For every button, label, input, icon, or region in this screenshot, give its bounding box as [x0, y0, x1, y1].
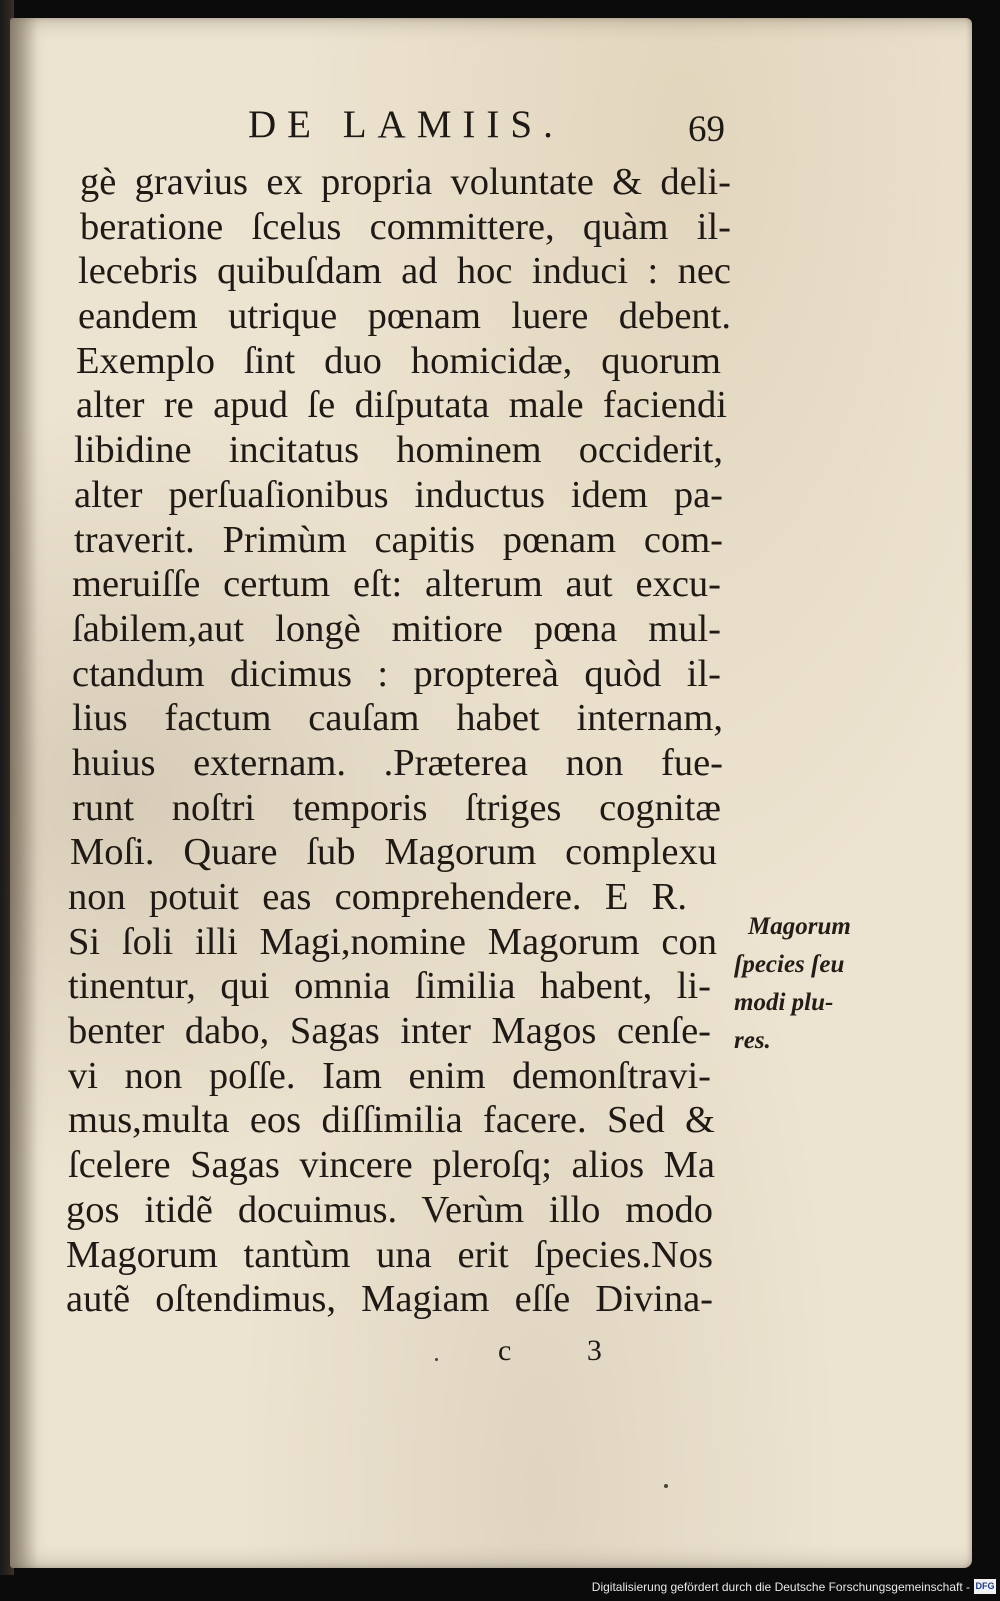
- text-line: lecebris quibuſdam ad hoc induci : nec: [78, 250, 731, 293]
- marginal-note-line: ſpecies ſeu: [734, 951, 845, 978]
- text-line: gos itidẽ docuimus. Verùm illo modo: [66, 1188, 713, 1231]
- paper-speck: [435, 1358, 438, 1361]
- digitization-credit: Digitalisierung gefördert durch die Deutsche Forschungsgemeinschaft -: [591, 1580, 970, 1594]
- page-number: 69: [688, 109, 725, 150]
- text-line: traverit. Primùm capitis pœnam com-: [74, 518, 723, 561]
- text-line: eandem utrique pœnam luere debent.: [78, 295, 731, 338]
- text-line: mus,multa eos diſſimilia facere. Sed &: [68, 1099, 715, 1142]
- text-line: tinentur, qui omnia ſimilia habent, li-: [68, 965, 711, 1008]
- running-head: DE LAMIIS.: [248, 103, 564, 146]
- text-line: beratione ſcelus committere, quàm il-: [80, 205, 731, 248]
- text-line: lius factum cauſam habet internam,: [72, 697, 723, 740]
- text-line: gè gravius ex propria voluntate & deli-: [80, 161, 731, 203]
- text-line: alter perſuaſionibus inductus idem pa-: [74, 473, 723, 516]
- signature-mark: c 3: [498, 1334, 636, 1367]
- body-text: [66, 160, 731, 1322]
- marginal-note-line: modi plu-: [734, 989, 834, 1016]
- text-line: huius externam. .Præterea non fue-: [72, 741, 723, 784]
- text-line: libidine incitatus hominem occiderit,: [74, 429, 723, 472]
- text-line: meruiſſe certum eſt: alterum aut excu-: [72, 563, 721, 606]
- marginal-note-line: res.: [734, 1027, 771, 1054]
- text-line: non potuit eas comprehendere. E R.: [68, 876, 687, 918]
- text-line: alter re apud ſe diſputata male faciendi: [76, 384, 727, 427]
- text-line: ſcelere Sagas vincere pleroſq; alios Ma: [68, 1144, 715, 1187]
- text-line: Moſi. Quare ſub Magorum complexu: [70, 831, 717, 874]
- text-line: Exemplo ſint duo homicidæ, quorum: [76, 339, 721, 382]
- text-line: autẽ oſtendimus, Magiam eſſe Divina-: [66, 1278, 713, 1321]
- text-line: benter dabo, Sagas inter Magos cenſe-: [68, 1010, 711, 1053]
- page-gutter-shadow: [10, 18, 38, 1568]
- dfg-logo: DFG: [974, 1579, 996, 1594]
- text-line: ctandum dicimus : proptereà quòd il-: [72, 652, 721, 695]
- marginal-note-line: Magorum: [748, 913, 851, 940]
- text-line: runt noſtri temporis ſtriges cognitæ: [72, 786, 721, 829]
- text-line: vi non poſſe. Iam enim demonſtravi-: [68, 1054, 711, 1097]
- text-line: Si ſoli illi Magi,nomine Magorum con: [68, 920, 717, 963]
- text-line: ſabilem,aut longè mitiore pœna mul-: [72, 607, 721, 650]
- marginal-note: [734, 908, 864, 1060]
- paper-speck: [664, 1484, 668, 1488]
- text-line: Magorum tantùm una erit ſpecies.Nos: [66, 1233, 713, 1276]
